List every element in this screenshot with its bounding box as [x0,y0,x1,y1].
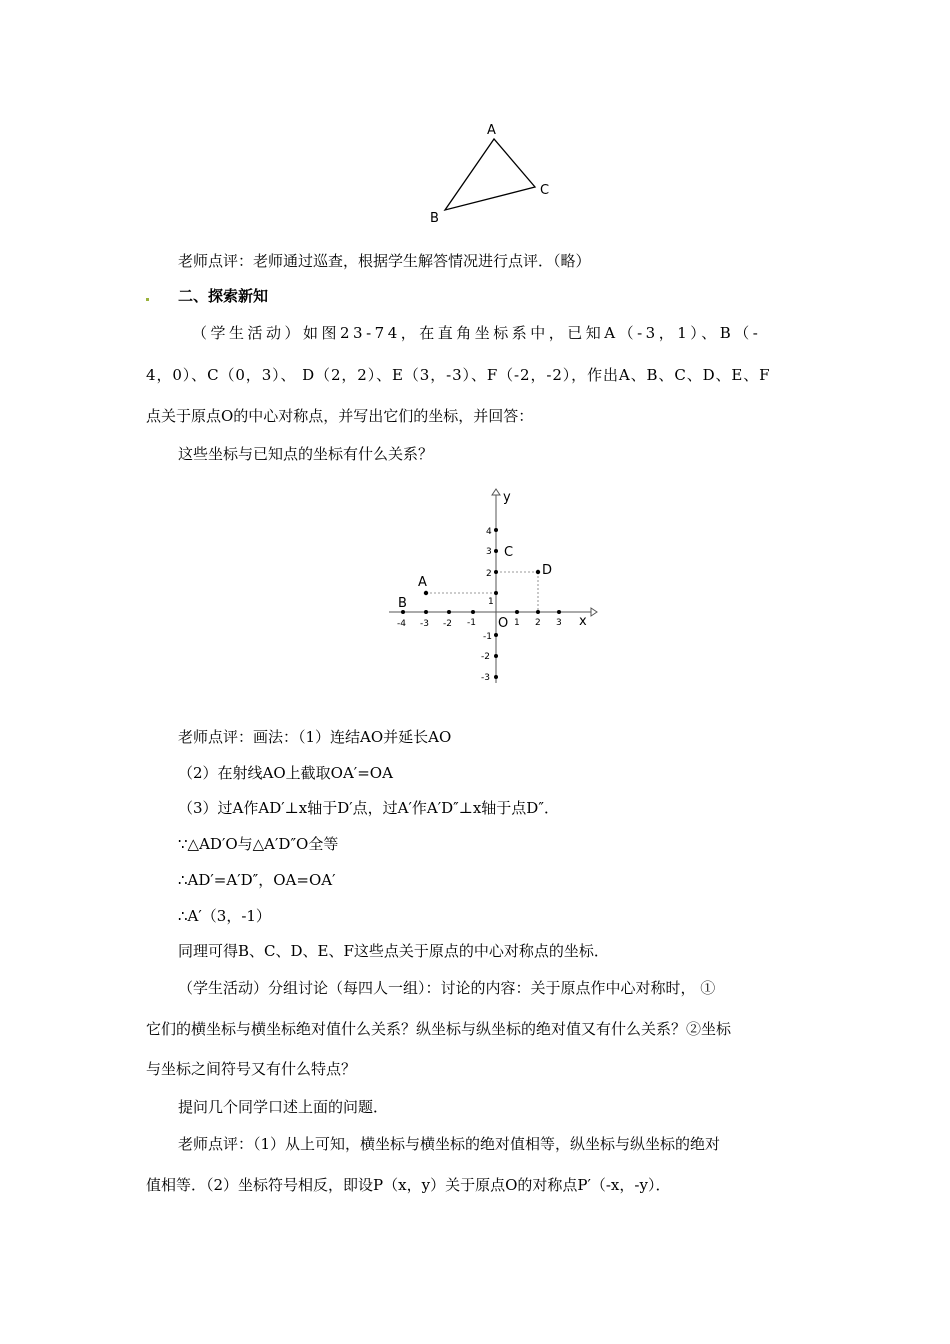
point-label-d: D [542,563,553,578]
section-heading: 二、探索新知 [178,287,269,305]
y-tick-dot [494,675,498,679]
coordinate-graph [385,485,600,700]
paragraph-line: 老师点评：（1）从上可知，横坐标与横坐标的绝对值相等，纵坐标与纵坐标的绝对 [178,1135,721,1153]
point-label-a: A [418,575,427,590]
x-tick-label: 1 [514,618,520,628]
x-tick-label: 3 [556,618,562,628]
x-tick-label: -3 [420,619,429,629]
triangle-label-b: B [430,211,439,226]
x-tick-label: -4 [397,619,406,629]
triangle-label-a: A [487,123,496,138]
x-tick-dot [557,610,561,614]
paragraph-line: 值相等．（2）坐标符号相反，即设P（x，y）关于原点O的对称点P′（-x，-y）． [146,1176,671,1194]
x-tick-label: -1 [467,618,476,628]
x-tick-label: 2 [535,618,541,628]
y-tick-label: 4 [486,527,492,537]
paragraph-line: 与坐标之间符号又有什么特点？ [146,1060,357,1078]
x-tick-dot [424,610,428,614]
y-tick-label: 1 [488,597,494,607]
y-tick-dot [494,570,498,574]
y-tick-dot [494,591,498,595]
y-tick-label: -2 [481,652,490,662]
y-tick-dot [494,633,498,637]
y-axis-arrow [492,489,500,495]
x-tick-dot [536,610,540,614]
y-tick-dot [494,654,498,658]
paragraph-line: （学生活动）如图23-74，在直角坐标系中，已知A（-3，1）、B（- [192,324,762,342]
y-tick-label: 3 [486,547,492,557]
x-tick-label: -2 [443,619,452,629]
point-label-c: C [504,545,514,560]
paragraph-line: 提问几个同学口述上面的问题． [178,1098,389,1116]
paragraph-line: ∴AD′=A′D″，OA=OA′ [178,871,336,889]
paragraph-line: （3）过A作AD′⊥x轴于D′点，过A′作A′D″⊥x轴于点D″． [178,799,559,817]
paragraph-line: ∵△AD′O与△A′D″O全等 [178,835,339,853]
paragraph-line: 这些坐标与已知点的坐标有什么关系？ [178,445,434,463]
y-tick-label: -1 [483,632,492,642]
x-axis-arrow [591,608,597,616]
x-tick-dot [515,610,519,614]
point-a [424,591,428,595]
paragraph-line: ∴A′（3，-1） [178,907,271,925]
triangle-abc [445,139,535,210]
paragraph-line: 老师点评：画法：（1）连结AO并延长AO [178,728,452,746]
y-axis-label: y [503,490,511,505]
point-d [536,570,540,574]
y-tick-label: -3 [481,673,490,683]
x-axis-label: x [579,614,587,629]
point-label-b: B [398,596,407,611]
paragraph-line: （2）在射线AO上截取OA′=OA [178,764,393,782]
x-tick-dot [471,610,475,614]
paragraph-line: 4，0）、C（0，3）、 D（2，2）、E（3，-3）、F（-2，-2），作出A、B、C、D、E、F [146,366,771,384]
paragraph-line: （学生活动）分组讨论（每四人一组）：讨论的内容：关于原点作中心对称时， ① [178,979,716,997]
triangle-label-c: C [540,183,550,198]
y-tick-label: 2 [486,569,492,579]
triangle-figure [420,118,560,230]
teacher-comment-1: 老师点评：老师通过巡查，根据学生解答情况进行点评．（略） [178,252,591,270]
paragraph-line: 点关于原点O的中心对称点，并写出它们的坐标，并回答： [146,407,534,425]
margin-mark [146,298,149,301]
paragraph-line: 它们的横坐标与横坐标绝对值什么关系？纵坐标与纵坐标的绝对值又有什么关系？②坐标 [146,1020,732,1038]
origin-label: O [498,616,509,631]
paragraph-line: 同理可得B、C、D、E、F这些点关于原点的中心对称点的坐标． [178,942,609,960]
y-tick-dot [494,549,498,553]
x-tick-dot [447,610,451,614]
y-tick-dot [494,528,498,532]
